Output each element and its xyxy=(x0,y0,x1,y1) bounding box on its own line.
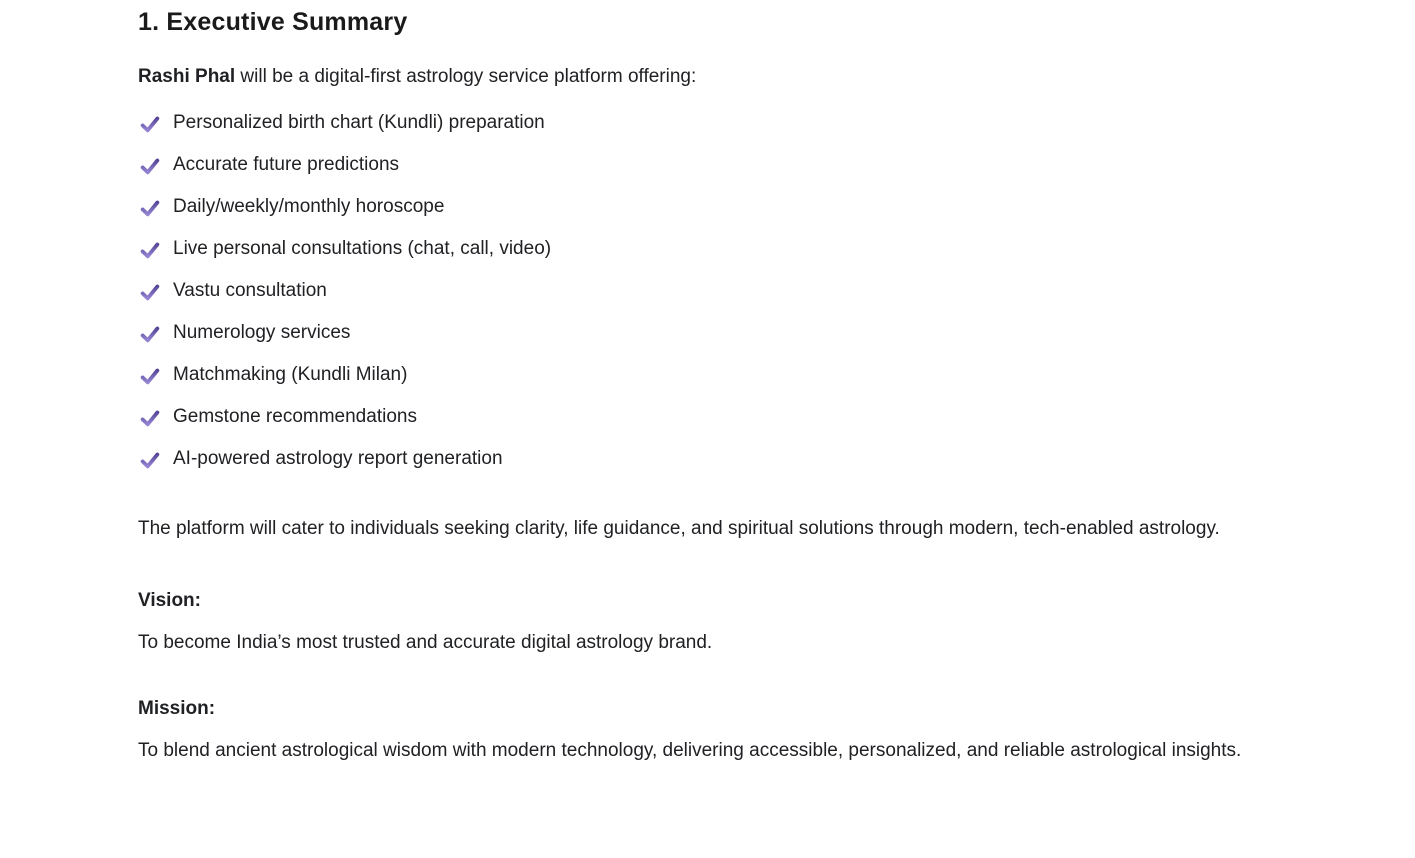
intro-text: will be a digital-first astrology service platform offering: xyxy=(235,66,697,87)
platform-paragraph: The platform will cater to individuals seeking clarity, life guidance, and spiritual solutions through modern, tech-enabled astrology. xyxy=(138,518,1220,539)
check-icon xyxy=(138,240,162,260)
vision-text: To become India’s most trusted and accurate digital astrology brand. xyxy=(138,632,713,653)
list-item xyxy=(138,270,1278,312)
list-item xyxy=(138,354,1278,396)
list-item-label: Vastu consultation xyxy=(173,280,327,301)
list-item-label: Live personal consultations (chat, call, video) xyxy=(173,238,552,259)
list-item-label: Daily/weekly/monthly horoscope xyxy=(173,196,445,217)
mission-label: Mission: xyxy=(138,698,216,719)
list-item-label: AI-powered astrology report generation xyxy=(173,448,503,469)
list-item xyxy=(138,186,1278,228)
list-item xyxy=(138,102,1278,144)
list-item-label: Gemstone recommendations xyxy=(173,406,417,427)
check-icon xyxy=(138,114,162,134)
feature-checklist xyxy=(138,102,1278,480)
check-icon xyxy=(138,324,162,344)
list-item xyxy=(138,144,1278,186)
mission-section xyxy=(138,688,1278,772)
vision-label: Vision: xyxy=(138,590,201,611)
check-icon xyxy=(138,282,162,302)
check-icon xyxy=(138,366,162,386)
vision-section xyxy=(138,580,1278,664)
list-item-label: Numerology services xyxy=(173,322,351,343)
check-icon xyxy=(138,450,162,470)
list-item-label: Personalized birth chart (Kundli) preparation xyxy=(173,112,545,133)
section-heading: 1. Executive Summary xyxy=(138,8,408,36)
list-item xyxy=(138,396,1278,438)
intro-paragraph xyxy=(138,62,1278,92)
check-icon xyxy=(138,198,162,218)
check-icon xyxy=(138,156,162,176)
check-icon xyxy=(138,408,162,428)
list-item xyxy=(138,228,1278,270)
mission-text: To blend ancient astrological wisdom with modern technology, delivering accessible, personalized, and reliable astrological insights. xyxy=(138,740,1242,761)
list-item xyxy=(138,438,1278,480)
list-item-label: Matchmaking (Kundli Milan) xyxy=(173,364,408,385)
list-item xyxy=(138,312,1278,354)
list-item-label: Accurate future predictions xyxy=(173,154,400,175)
brand-name: Rashi Phal xyxy=(138,66,236,87)
